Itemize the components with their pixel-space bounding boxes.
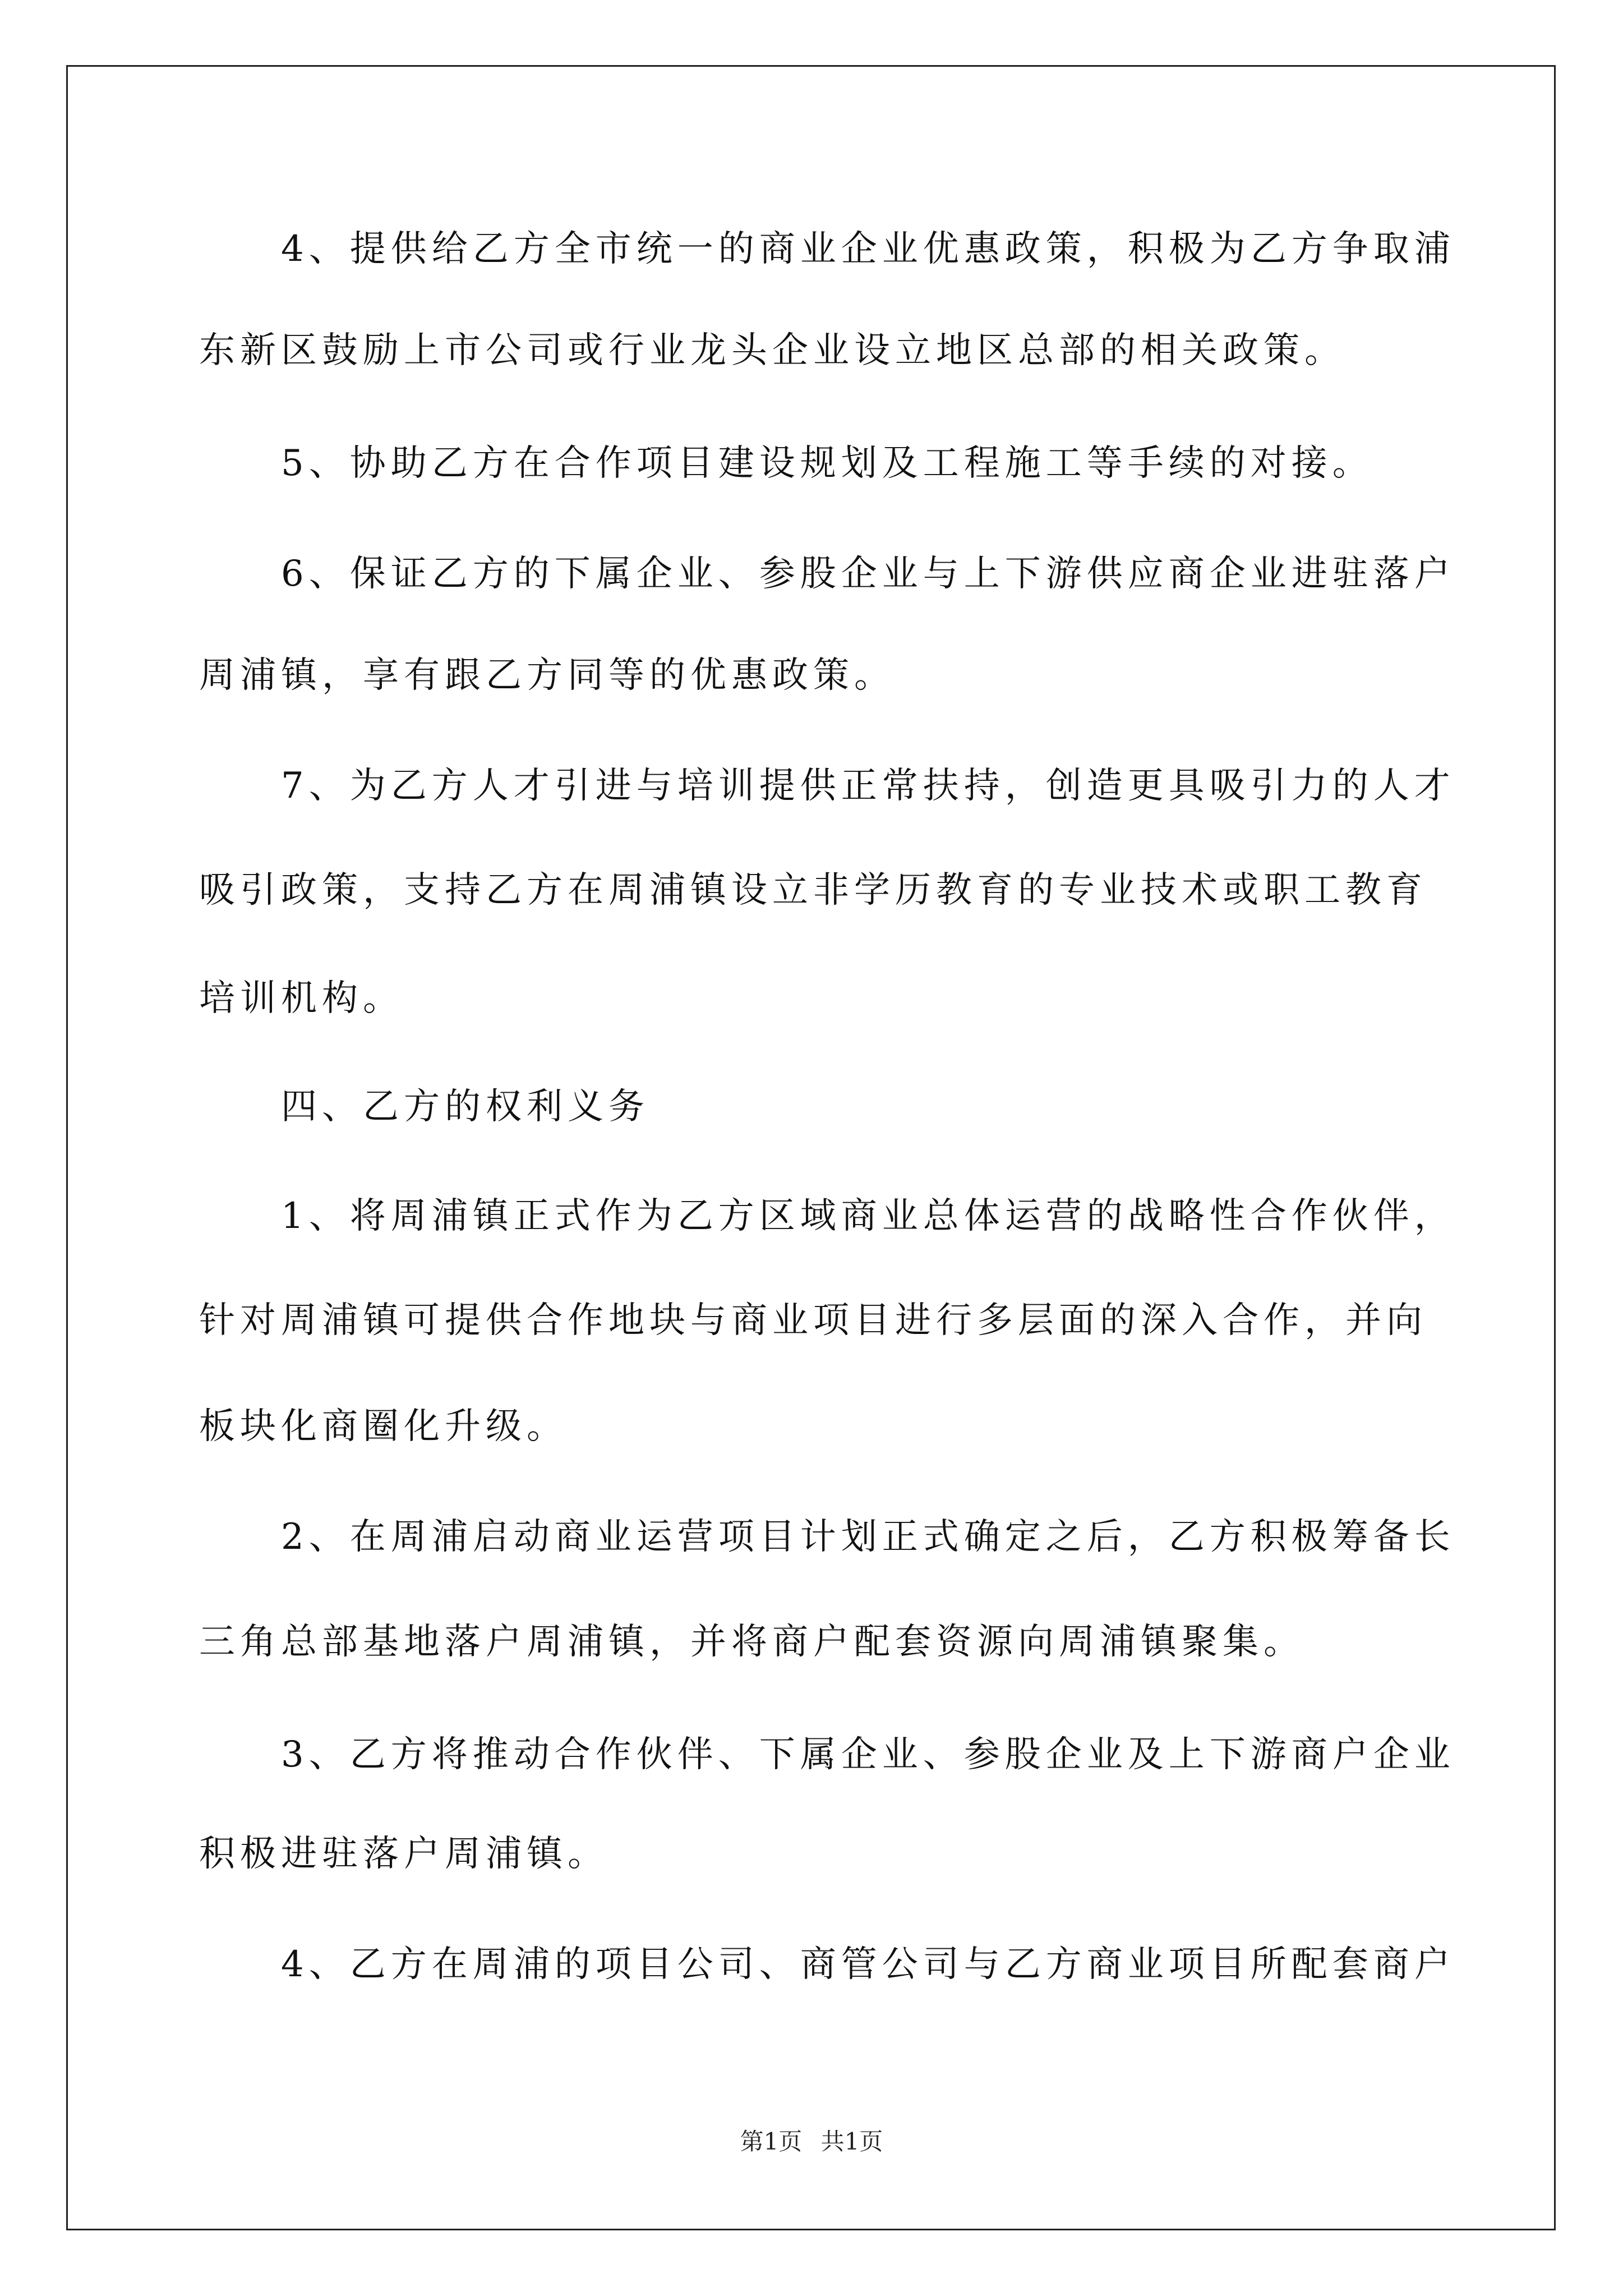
text-line: 积极进驻落户周浦镇。 xyxy=(199,1833,608,1875)
text-line: 周浦镇，享有跟乙方同等的优惠政策。 xyxy=(199,655,895,696)
text-line: 培训机构。 xyxy=(199,978,404,1019)
text-line: 4、乙方在周浦的项目公司、商管公司与乙方商业项目所配套商户 xyxy=(199,1944,1455,1985)
text-line: 6、保证乙方的下属企业、参股企业与上下游供应商企业进驻落户 xyxy=(199,553,1455,595)
section-heading: 四、乙方的权利义务 xyxy=(199,1086,649,1128)
text-line: 7、为乙方人才引进与培训提供正常扶持，创造更具吸引力的人才 xyxy=(199,765,1455,807)
text-line: 5、协助乙方在合作项目建设规划及工程施工等手续的对接。 xyxy=(199,443,1373,484)
text-line: 1、将周浦镇正式作为乙方区域商业总体运营的战略性合作伙伴， xyxy=(199,1195,1455,1237)
page-footer xyxy=(0,2126,1623,2157)
page-border xyxy=(66,65,1556,2230)
text-line: 板块化商圈化升级。 xyxy=(199,1406,568,1447)
page-number: 第1页 xyxy=(740,2128,803,2155)
page-total: 共1页 xyxy=(820,2128,883,2155)
text-line: 2、在周浦启动商业运营项目计划正式确定之后，乙方积极筹备长 xyxy=(199,1516,1455,1558)
text-line: 东新区鼓励上市公司或行业龙头企业设立地区总部的相关政策。 xyxy=(199,330,1345,371)
text-line: 吸引政策，支持乙方在周浦镇设立非学历教育的专业技术或职工教育 xyxy=(199,869,1427,911)
text-line: 3、乙方将推动合作伙伴、下属企业、参股企业及上下游商户企业 xyxy=(199,1734,1455,1775)
text-line: 三角总部基地落户周浦镇，并将商户配套资源向周浦镇聚集。 xyxy=(199,1621,1304,1663)
text-line: 针对周浦镇可提供合作地块与商业项目进行多层面的深入合作，并向 xyxy=(199,1300,1427,1341)
text-line: 4、提供给乙方全市统一的商业企业优惠政策，积极为乙方争取浦 xyxy=(199,228,1455,270)
